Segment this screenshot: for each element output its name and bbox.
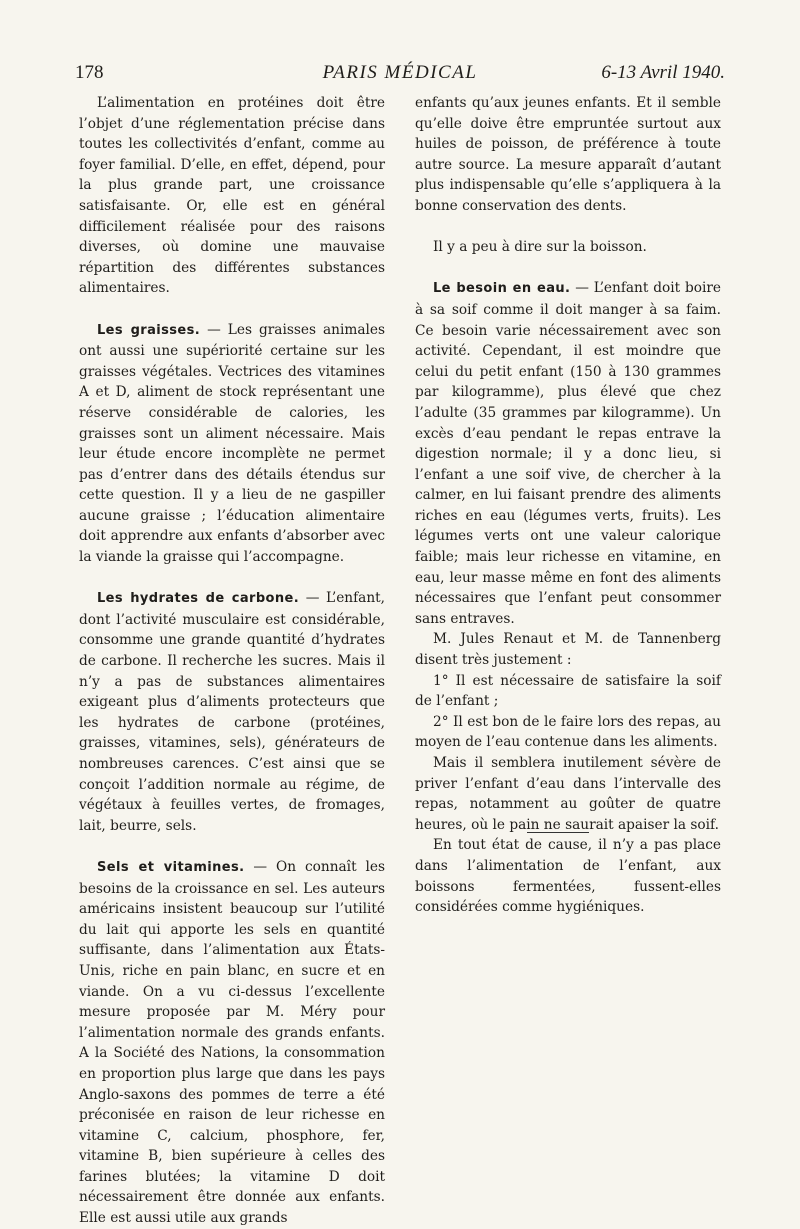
list-point-1: 1° Il est nécessaire de satisfaire la soif de l’enfant ;	[415, 672, 721, 710]
section-hydrates	[79, 588, 385, 836]
paragraph-conclusion: En tout état de cause, il n’y a pas place dans l’alimentation de l’enfant, aux boissons fermentées, fussent-elles considérées comme hygiéniques.	[415, 837, 721, 916]
section-sels	[79, 857, 385, 1229]
heading-sels: Sels et vitamines.	[97, 859, 245, 875]
list-point-2: 2° Il est bon de le faire lors des repas, au moyen de l’eau contenue dans les aliments.	[415, 713, 721, 751]
section-graisses	[79, 320, 385, 568]
paragraph-continuation: enfants qu’aux jeunes enfants. Et il semble qu’elle doive être empruntée surtout aux huiles de poisson, de préférence à toute autre source. La mesure apparaît d’autant plus indispensable qu’elle s’appliquera à la bonne conservation des dents.	[415, 95, 721, 214]
issue-date: 6-13 Avril 1940.	[601, 62, 725, 83]
paragraph-proteines: L’alimentation en protéines doit être l’objet d’une réglementation précise dans toutes les collectivités d’enfant, comme au foyer familial. D’elle, en effet, dépend, pour la plus grande part, une croissance satisfaisante. Or, elle est en général difficilement réalisée pour des raisons diverses, où domine une mauvaise répartition des différentes substances alimentaires.	[79, 95, 385, 297]
heading-eau: Le besoin en eau.	[433, 281, 571, 297]
section-eau	[415, 278, 721, 629]
heading-graisses: Les graisses.	[97, 322, 201, 338]
page-number: 178	[75, 62, 104, 83]
running-header	[75, 62, 725, 86]
paragraph-priver: Mais il semblera inutilement sévère de priver l’enfant d’eau dans l’intervalle des repas, notamment au goûter de quatre heures, où le pain ne saurait apaiser la soif.	[415, 755, 721, 833]
text-hydrates: — L’enfant, dont l’activité musculaire est considérable, consomme une grande quantité d’hydrates de carbone. Il recherche les sucres. Mais il n’y a pas de substances alimentaires exigeant plus d’aliments protecteurs que les hydrates de carbone (protéines, graisses, vitamines, sels), générateurs de nombreuses carences. C’est ainsi que se conçoit l’addition normale au régime, de végétaux à feuilles vertes, de fromages, lait, beurre, sels.	[79, 590, 385, 834]
text-graisses: — Les graisses animales ont aussi une supériorité certaine sur les graisses végétales. Vectrices des vitamines A et D, aliment de stock représentant une réserve considérable de calories, les graisses sont un aliment nécessaire. Mais leur étude encore incomplète ne permet pas d’entrer dans des détails étendus sur cette question. Il y a lieu de ne gaspiller aucune graisse ; l’éducation alimentaire doit apprendre aux enfants d’absorber avec la viande la graisse qui l’accompagne.	[79, 321, 385, 566]
paragraph-renaut: M. Jules Renaut et M. de Tannenberg disent très justement :	[415, 631, 721, 669]
left-column	[79, 93, 385, 1229]
journal-title: PARIS MÉDICAL	[322, 62, 478, 83]
paragraph-boisson: Il y a peu à dire sur la boisson.	[433, 239, 647, 256]
right-column	[415, 93, 721, 918]
heading-hydrates: Les hydrates de carbone.	[97, 591, 300, 607]
text-sels: — On connaît les besoins de la croissance en sel. Les auteurs américains insistent beaucoup sur l’utilité du lait qui apporte les sels en quantité suffisante, dans l’alimentation aux États-Unis, riche en pain blanc, en sucre et en viande. On a vu ci-dessus l’excellente mesure proposée par M. Méry pour l’alimentation normale des grands enfants. A la Société des Nations, la consommation en proportion plus large que dans les pays Anglo-saxons des pommes de terre a été préconisée en raison de leur richesse en vitamine C, calcium, phosphore, fer, vitamine B, bien supérieure à celles des farines blutées; la vitamine D doit nécessairement être donnée aux enfants. Elle est aussi utile aux grands	[79, 858, 385, 1227]
text-eau: — L’enfant doit boire à sa soif comme il doit manger à sa faim. Ce besoin varie nécessairement avec son activité. Cependant, il est moindre que celui du petit enfant (150 à 130 grammes par kilogramme), plus élevé que chez l’adulte (35 grammes par kilogramme). Un excès d’eau pendant le repas entrave la digestion normale; il y a donc lieu, si l’enfant a une soif vive, de chercher à la calmer, en lui faisant prendre des aliments riches en eau (légumes verts, fruits). Les légumes verts ont une valeur calorique faible; mais leur richesse en vitamine, en eau, leur masse même en font des aliments nécessaires que l’enfant peut consommer sans entraves.	[415, 280, 721, 627]
end-rule	[527, 832, 589, 833]
